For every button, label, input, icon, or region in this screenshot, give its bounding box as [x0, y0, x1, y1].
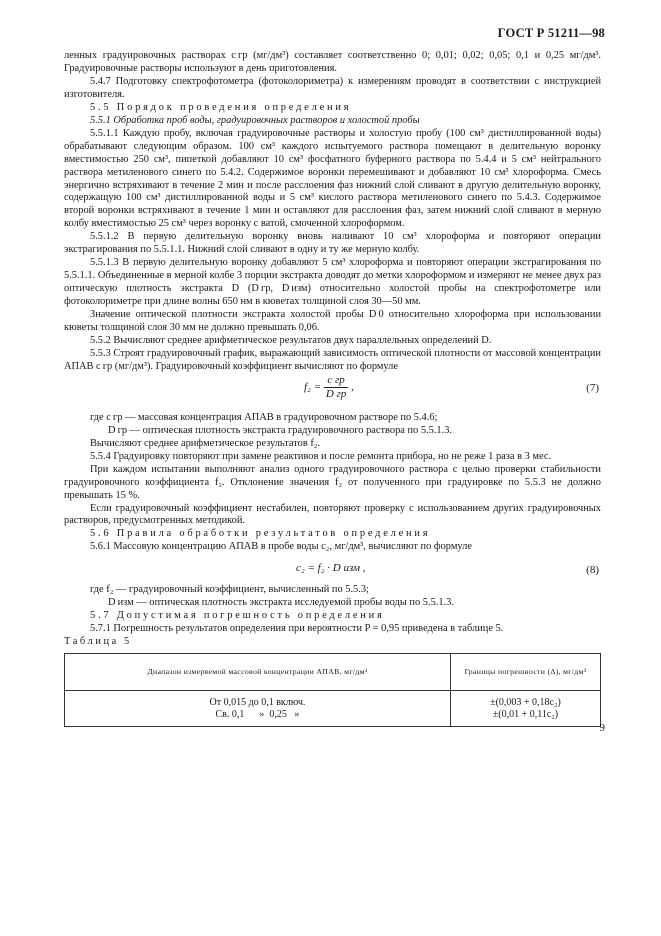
error-line: ±(0,003 + 0,18c₂)	[490, 697, 561, 709]
page-number: 9	[599, 722, 605, 734]
paragraph-5-7-1: 5.7.1 Погрешность результатов определения при вероятности P = 0,95 приведена в таблице 5.	[90, 623, 504, 635]
table-caption: Таблица 5	[64, 636, 132, 648]
table-header-error: Границы погрешности (Δ), мг/дм³	[450, 654, 600, 691]
paragraph-unstable: Если градуировочный коэффициент нестабилен, повторяют проверку с использованием других градуировочных растворов, предусмотренных методикой.	[64, 502, 601, 527]
formula-8-number: (8)	[586, 564, 599, 577]
paragraph-5-5-1-1: 5.5.1.1 Каждую пробу, включая градуировочные растворы и холостую пробу (100 см³ дистиллированной воды) обрабатывают следующим образом. 100 см³ каждого испытуемого раствора помещают в делительную воронку вместимостью 250 см³, пипеткой добавляют 10 см³ фосфатного буферного раствора по 5.4.4 и 5 см³ нейтрального раствора метиленового синего по 5.4.2. Содержимое воронки перемешивают и добавляют 10 см³ хлороформа. Смесь энергично встряхивают в течение 2 мин и после расслоения фаз нижний слой сливают в другую делительную воронку, содержащую 100 см³ дистиллированной воды и 5 см³ кислого раствора метиленового синего по 5.4.3. Содержимое второй воронки встряхивают в течение 1 мин и оставляют для расслоения фаз, затем нижний слой сливают в мерную колбу вместимостью 25 см³ через воронку с ватой, смоченной хлороформом.	[64, 127, 601, 230]
formula-7-tail: ,	[351, 380, 354, 393]
formula-7-number: (7)	[586, 381, 599, 394]
paragraph-5-5-2: 5.5.2 Вычисляют среднее арифметическое результатов двух параллельных определений D.	[90, 334, 492, 346]
paragraph-average: Вычисляют среднее арифметическое результатов f₂.	[90, 437, 321, 449]
formula-7-fraction	[324, 374, 349, 401]
table-header-row	[65, 654, 601, 691]
paragraph-5-4-7: 5.4.7 Подготовку спектрофотометра (фотоколориметра) к измерениям проводят в соответствии с инструкцией изготовителя.	[64, 75, 601, 100]
section-heading-5-6: 5.6 Правила обработки результатов определения	[90, 528, 431, 540]
paragraph-5-6-1: 5.6.1 Массовую концентрацию АПАВ в пробе воды c₂, мг/дм³, вычисляют по формуле	[90, 541, 472, 553]
formula-8	[64, 554, 601, 584]
table-cell-error	[450, 691, 600, 727]
formula-7	[64, 374, 601, 412]
error-line: ±(0,01 + 0,11c₂)	[492, 708, 559, 720]
paragraph-5-5-1-2: 5.5.1.2 В первую делительную воронку вновь наливают 10 см³ хлороформа и повторяют операции экстрагирования по 5.5.1.1. Нижний слой сливают в одну и ту же мерную колбу.	[64, 231, 601, 256]
formula-7-lhs: f₂ =	[304, 380, 322, 393]
paragraph-5-5-1-3: 5.5.1.3 В первую делительную воронку добавляют 5 см³ хлороформа и повторяют операции экстрагирования по 5.5.1.1. Объединенные в мерной колбе 3 порции экстракта доводят до метки хлороформом и измеряют не менее двух раз оптическую плотность экстракта D (D гр, D изм) относительно холостой пробы на спектрофотометре или фотоколориметре при длине волны 650 нм в кюветах толщиной слоя 30—50 мм.	[64, 257, 601, 308]
page-content	[64, 50, 601, 727]
error-table	[64, 653, 601, 727]
range-line: Св. 0,1 » 0,25 »	[215, 708, 300, 720]
paragraph-5-5-4: 5.5.4 Градуировку повторяют при замене реактивов и после ремонта прибора, но не реже 1 раза в 3 мес.	[90, 450, 552, 462]
paragraph-5-5-3: 5.5.3 Строят градуировочный график, выражающий зависимость оптической плотности от массовой концентрации АПАВ c гр (мг/дм³). Градуировочный коэффициент вычисляют по формуле	[64, 347, 601, 372]
where-line: D гр — оптическая плотность экстракта градуировочного раствора по 5.5.1.3.	[108, 424, 453, 436]
where-line: D изм — оптическая плотность экстракта исследуемой пробы воды по 5.5.1.3.	[108, 597, 454, 609]
section-heading-5-7: 5.7 Допустимая погрешность определения	[90, 610, 385, 622]
where-line: где c гр — массовая концентрация АПАВ в градуировочном растворе по 5.4.6;	[90, 411, 438, 423]
table-cell-range	[65, 691, 451, 727]
paragraph-each-test: При каждом испытании выполняют анализ одного градуировочного раствора с целью проверки стабильности градуировочного коэффициента f₂. Отклонение значения f₂ от полученного при градуировке по 5.5.3 не должно превышать 15 %.	[64, 463, 601, 501]
paragraph-optical-density: Значение оптической плотности экстракта холостой пробы D 0 относительно хлороформа при использовании кюветы толщиной слоя 30 мм не должно превышать 0,06.	[64, 309, 601, 334]
table-header-range: Диапазон измеряемой массовой концентрации АПАВ, мг/дм³	[65, 654, 451, 691]
formula-8-body: c₂ = f₂ · D изм ,	[296, 562, 366, 575]
subsection-heading-5-5-1: 5.5.1 Обработка проб воды, градуировочных растворов и холостой пробы	[90, 114, 420, 126]
range-line: От 0,015 до 0,1 включ.	[209, 697, 306, 709]
paragraph: ленных градуировочных растворах c гр (мг/дм³) составляет соответственно 0; 0,01; 0,02; 0,05; 0,1 и 0,25 мг/дм³. Градуировочные растворы используют в день приготовления.	[64, 50, 601, 74]
section-heading-5-5: 5.5 Порядок проведения определения	[90, 101, 352, 113]
where-line: где f₂ — градуировочный коэффициент, вычисленный по 5.5.3;	[90, 584, 369, 596]
document-code: ГОСТ Р 51211—98	[497, 26, 605, 40]
formula-7-numerator: c гр	[324, 374, 349, 388]
table-row	[65, 691, 601, 727]
formula-7-denominator: D гр	[325, 387, 347, 400]
